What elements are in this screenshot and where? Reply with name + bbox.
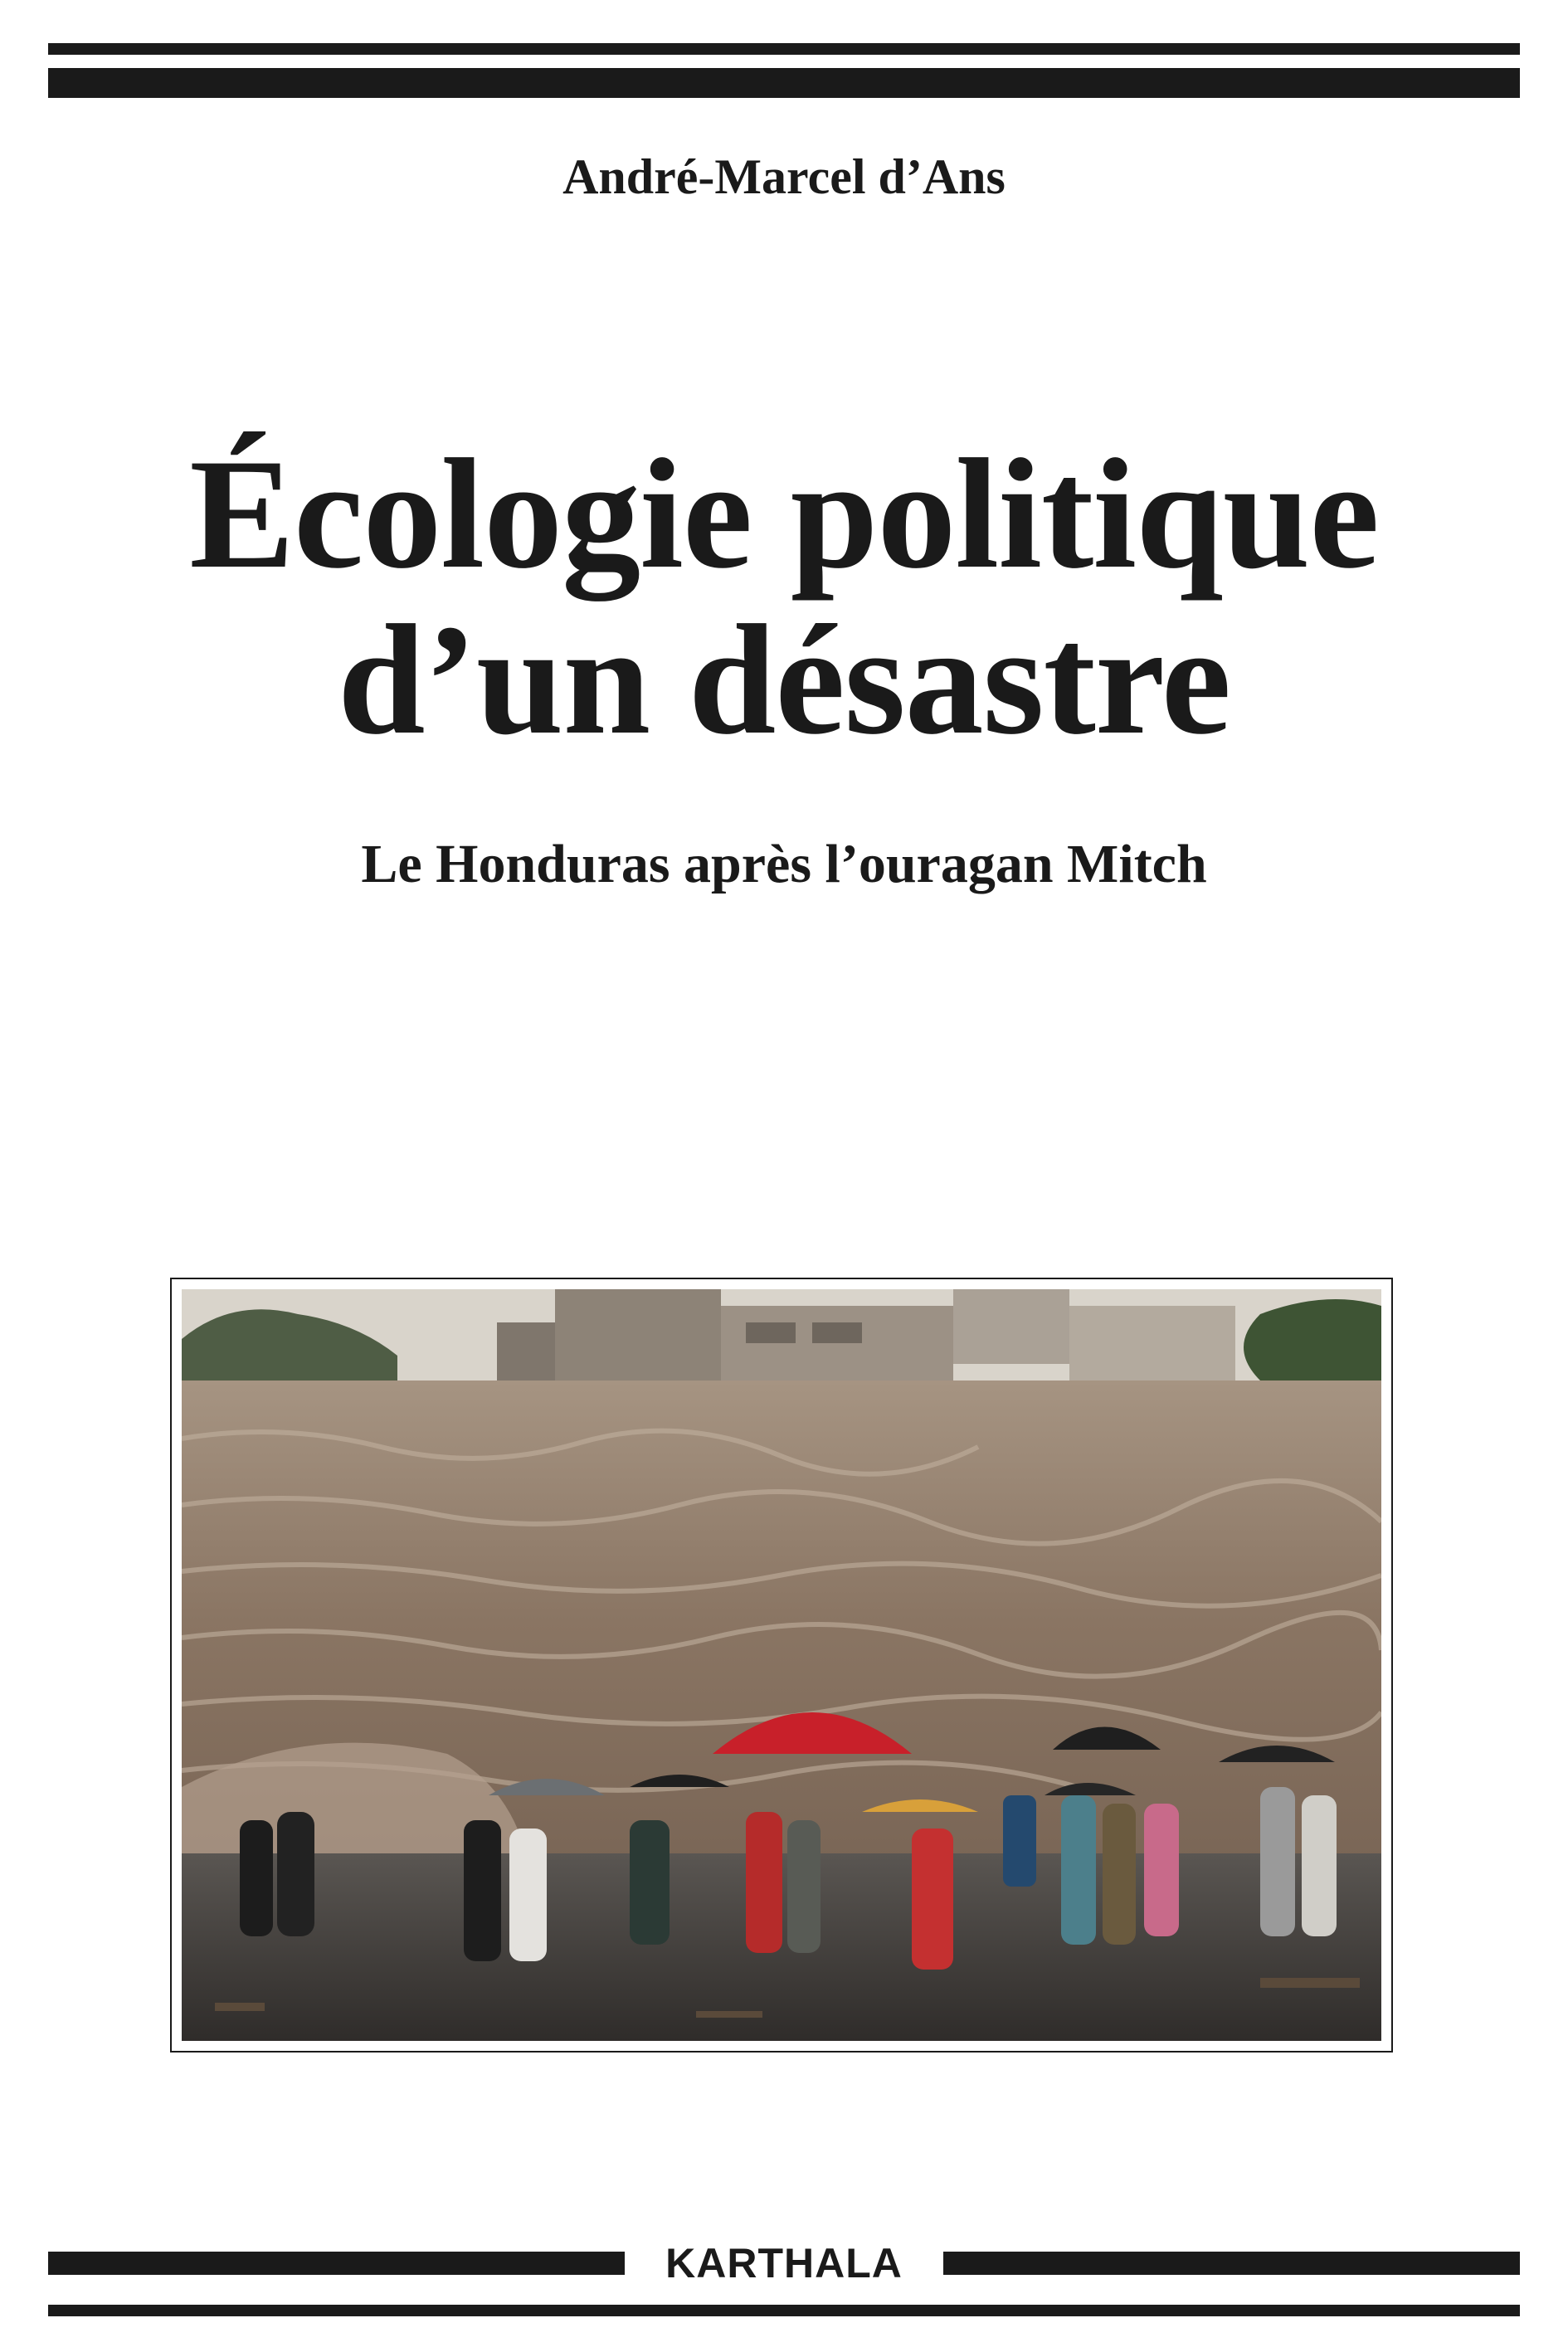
title-line-1: Écologie politique (189, 427, 1379, 601)
flood-photo-illustration (182, 1289, 1381, 2041)
author-name: André-Marcel d’Ans (562, 149, 1006, 204)
title-line-2: d’un désastre (337, 593, 1231, 767)
book-title (0, 427, 1568, 767)
publisher-bar-left-rule (48, 2252, 625, 2275)
bottom-thin-rule (48, 2305, 1520, 2316)
publisher-bar-right-rule (943, 2252, 1520, 2275)
book-subtitle: Le Honduras après l’ouragan Mitch (361, 834, 1207, 894)
top-thin-rule (48, 43, 1520, 55)
publisher-name: KARTHALA (665, 2240, 903, 2286)
top-thick-rule (48, 68, 1520, 98)
flood-photo (182, 1289, 1381, 2041)
cover-photo-frame (170, 1278, 1393, 2053)
publisher-bar (48, 2242, 1520, 2293)
